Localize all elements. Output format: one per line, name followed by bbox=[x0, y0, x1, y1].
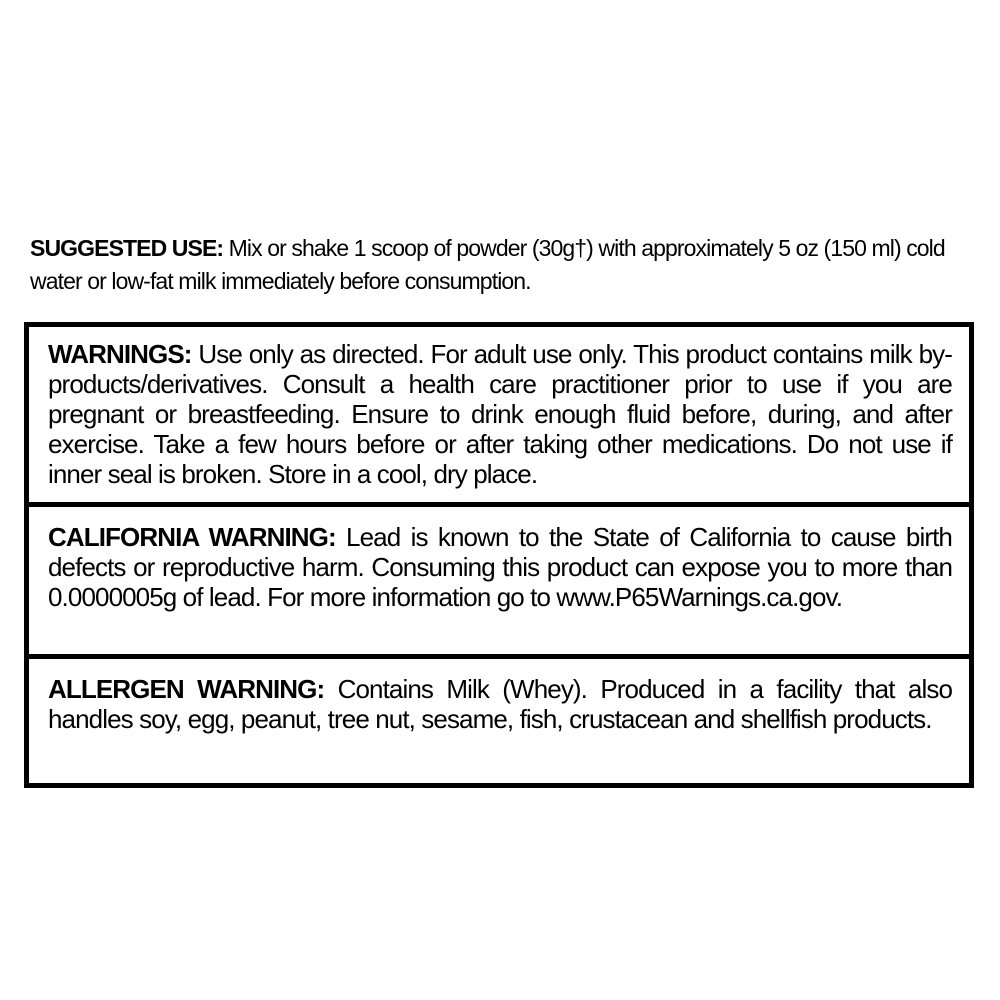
warnings-box bbox=[24, 322, 974, 788]
suggested-use-paragraph bbox=[30, 232, 970, 298]
california-warning-section bbox=[29, 522, 969, 612]
allergen-warning-label: ALLERGEN WARNING: bbox=[48, 674, 325, 704]
warnings-text: Use only as directed. For adult use only. This product contains milk by-products/derivatives. Consult a health care practitioner prior to use if you are pregnant or breastfeeding. Ensure to drink enough fluid before, during, and after exercise. Take a few hours before or after taking other medications. Do not use if inner seal is broken. Store in a cool, dry place. bbox=[48, 339, 952, 489]
suggested-use-text: Mix or shake 1 scoop of powder (30g†) with approximately 5 oz (150 ml) cold water or low-fat milk immediately before consumption. bbox=[30, 235, 945, 294]
section-divider bbox=[29, 654, 969, 659]
california-warning-label: CALIFORNIA WARNING: bbox=[48, 522, 336, 552]
suggested-use-label: SUGGESTED USE: bbox=[30, 235, 224, 261]
allergen-warning-section bbox=[29, 674, 969, 734]
california-warning-text: Lead is known to the State of California to cause birth defects or reproductive harm. Consuming this product can expose you to more than 0.0000005g of lead. For more information go to www.P65Warnings.ca.gov. bbox=[48, 522, 952, 612]
warnings-section bbox=[29, 339, 969, 489]
allergen-warning-text: Contains Milk (Whey). Produced in a facility that also handles soy, egg, peanut, tree nut, sesame, fish, crustacean and shellfish products. bbox=[48, 674, 953, 734]
section-divider bbox=[29, 502, 969, 507]
warnings-label: WARNINGS: bbox=[48, 339, 192, 369]
